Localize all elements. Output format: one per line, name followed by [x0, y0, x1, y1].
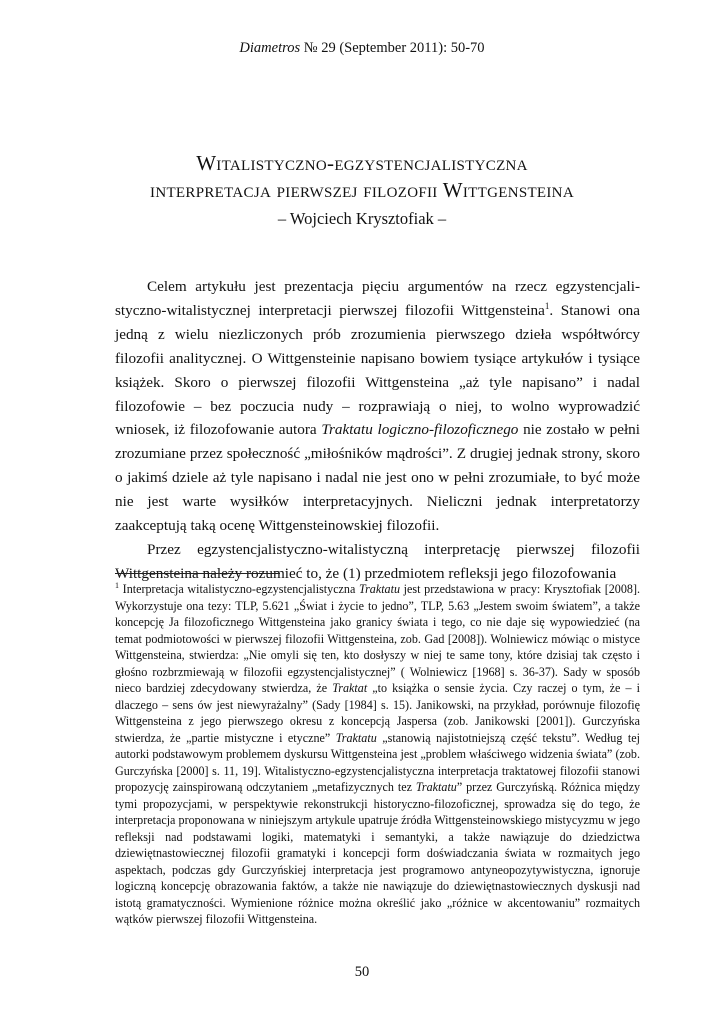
paragraph	[115, 275, 640, 538]
article-title-line-1: Witalistyczno-egzystencjalistyczna	[196, 151, 528, 175]
page-number: 50	[354, 964, 370, 980]
article-title-line-2: interpretacja pierwszej filozofii Wittgensteina	[150, 178, 574, 202]
footnote-segment: jest przedstawiona w pracy: Krysztofiak [2008]. Wykorzystuje ona tezy: TLP, 5.621 „Świat i życie to jedno”, TLP, 5.63 „Jestem swoim światem”, a także koncepcję Ja filozoficznego Wittgensteina jako granicy świata i tego, co nie daje się wypowiedzieć (na temat podmiotowości w pierwszej filozofii Wittgensteina, zob. Gad [2008]). Wolniewicz mówiąc o mistyce Wittgensteina, stwierdza: „Nie omyli się ten, kto dosłyszy w niej te same tony, które dzisiaj tak często i głośno rozbrzmiewają w filozofii egzystencjalistycznej” ( Wolniewicz [1968] s. 36-37). Sady w sposób nieco bardziej zdecydowany stwierdza, że	[115, 582, 640, 695]
book-title: Traktatu logiczno-filozoficznego	[321, 421, 519, 439]
paragraph-text: nie zostało w pełni zrozumiane przez społeczność „miłośników mądrości”. Z drugiej jednak strony, skoro o jakimś dziele aż tyle napisano i nadal nie jest ono w pełni zrozumiałe, to być może nie jest warte wysiłków interpretacyjnych. Nieliczni jednak interpretatorzy zaakceptują taką ocenę Wittgensteinowskiej filozofii.	[115, 421, 640, 535]
body-text	[115, 275, 640, 586]
running-head	[0, 40, 724, 57]
issue-info: № 29 (September 2011): 50-70	[300, 40, 485, 56]
footnote-segment: Interpretacja witalistyczno-egzystencjalistyczna	[119, 582, 360, 596]
paragraph-text: . Stanowi ona jedną z wielu niezliczonych prób zrozumienia pierwszego dzieła współtwórcy filozofii analitycznej. O Wittgensteinie napisano bowiem tysiące artykułów i tysiące książek. Skoro o pierwszej filozofii Wittgensteina „aż tyle napisano” i nadal filozofowie – bez poczucia nudy – rozprawiają o niej, to wolno wyprowadzić wniosek, iż filozofowanie autora	[115, 301, 640, 439]
title-block	[60, 150, 664, 229]
author-name: – Wojciech Krysztofiak –	[277, 209, 447, 228]
footnote-segment: „stanowią najistotniejszą część tekstu”. Według tej autorki podstawowym problemem dyskursu Wittgensteina jest „problem właściwego widzenia świata” (zob. Gurczyńska [2000] s. 11, 19]. Witalistyczno-egzystencjalistyczna interpretacja traktatowej filozofii stanowi propozycję zainspirowaną odczytaniem „metafizycznych tez	[115, 730, 640, 794]
footnote-italic: Traktatu	[359, 582, 401, 596]
footnote-segment: „to książka o sensie życia. Czy raczej o tym, że – i dlaczego – sens ów jest niewyrażalny” (Sady [1984] s. 15). Janikowski, na przykład, porównuje filozofię Wittgensteina z jego pierwszego okresu z koncepcją Jaspersa (zob. Janikowski [2001]). Gurczyńska stwierdza, że „partie mistyczne i etyczne”	[115, 681, 640, 745]
footnote-ref[interactable]: 1	[544, 300, 550, 311]
footnote-italic: Traktatu	[335, 730, 377, 745]
footnote-text	[115, 581, 640, 928]
paragraph-text: Celem artykułu jest prezentacja pięciu argumentów na rzecz egzystencjalistyczno-witalistycznej interpretacji pierwszej filozofii Wittgensteina	[115, 278, 640, 319]
journal-name: Diametros	[239, 40, 301, 56]
footnote-italic: Traktatu	[415, 780, 457, 794]
footnote-segment: ” przez Gurczyńską. Różnica między tymi propozycjami, w perspektywie rekonstrukcji historyczno-filozoficznej, sprowadza się do tego, że interpretacja proponowana w niniejszym artykule upatruje źródła Wittgensteinowskiego mistycyzmu w jego refleksji nad podstawami logiki, matematyki i semantyki, a także nawiązuje do dziedzictwa dziewiętnastowiecznej filozofii gramatyki i koncepcji form doświadczania świata w rozmaitych jego aspektach, podczas gdy Gurczyńskiej interpretacja jest programowo antyneopozytywistyczna, ignoruje logiczną koncepcję obrazowania faktów, a także nie nawiązuje do dziewiętnastowiecznych dyskusji nad istotą gramatyczności. Wymienione różnice można określić jako „różnice w akcentowaniu” rozmaitych wątków pierwszej filozofii Wittgensteina.	[115, 780, 640, 926]
footnote-divider	[115, 573, 280, 574]
footnote	[115, 581, 640, 928]
footnote-italic: Traktat	[332, 681, 368, 695]
footnote-number: 1	[115, 580, 119, 590]
paragraph: Przez egzystencjalistyczno-witalistyczną interpretację pierwszej filozofii Wittgensteina należy rozumieć to, że (1) przedmiotem refleksji jego filozofowania	[115, 540, 640, 582]
